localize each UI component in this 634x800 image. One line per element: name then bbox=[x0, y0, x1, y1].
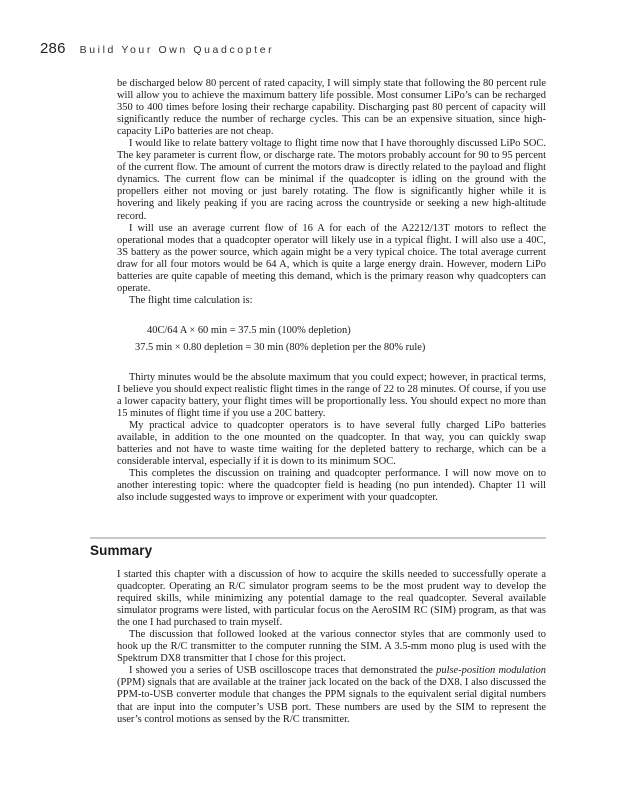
formula-80-percent-depletion: 37.5 min × 0.80 depletion = 30 min (80% depletion per the 80% rule) bbox=[135, 341, 426, 353]
paragraph: My practical advice to quadcopter operators is to have several fully charged LiPo batteries available, in addition to the one mounted on the quadcopter. In that way, you can quickly swap batteries and not have to waste time waiting for the depleted battery to recharge, which can be a considerable interval, especially if it is down to its minimum SOC. bbox=[117, 420, 546, 468]
section-heading-summary: Summary bbox=[90, 543, 153, 558]
italic-term: pulse-position modulation bbox=[436, 665, 546, 677]
paragraph: I will use an average current flow of 16 A for each of the A2212/13T motors to reflect the operational modes that a quadcopter operator will likely use in a typical flight. I will also use a 40C, 3S battery as the power source, which again might be a very typical choice. The total average current draw for all four motors would be 64 A, which is quite a large energy drain. However, modern LiPo batteries are quite capable of meeting this demand, which is the primary reason why quadcopters can operate. bbox=[117, 222, 546, 294]
paragraph: Thirty minutes would be the absolute maximum that you could expect; however, in practical terms, I believe you should expect realistic flight times in the range of 22 to 28 minutes. Of course, if you use a lower capacity battery, your flight times will be proportionally less. You should expect no more than 15 minutes of flight time if you use a 20C battery. bbox=[117, 371, 546, 420]
paragraph: The flight time calculation is: bbox=[129, 294, 253, 306]
paragraph bbox=[117, 665, 546, 725]
running-header bbox=[40, 40, 274, 60]
main-body-text bbox=[117, 78, 546, 504]
page-number: 286 bbox=[40, 40, 66, 57]
paragraph-text: (PPM) signals that are available at the trainer jack located on the back of the DX8. I also discussed the PPM-to-USB converter module that changes the PPM signals to the equivalent serial digital numbers that are input into the computer’s USB port. These numbers are used by the SIM to represent the user’s control motions as sensed by the R/C transmitter. bbox=[117, 677, 546, 725]
paragraph: The discussion that followed looked at the various connector styles that are commonly used to hook up the R/C transmitter to the computer running the SIM. A 3.5-mm mono plug is used with the Spektrum DX8 transmitter that I chose for this project. bbox=[117, 629, 546, 665]
summary-body-text bbox=[117, 569, 546, 726]
paragraph: be discharged below 80 percent of rated capacity, I will simply state that following the 80 percent rule will allow you to achieve the maximum battery life possible. Most consumer LiPo’s can be recharged 350 to 400 times before losing their recharge capability. Discharging past 80 percent of capacity will significantly reduce the number of recharge cycles. This can be an expensive situation, since high-capacity LiPo batteries are not cheap. bbox=[117, 78, 546, 138]
section-divider bbox=[90, 537, 546, 539]
flight-time-formulas bbox=[117, 322, 546, 356]
paragraph: I would like to relate battery voltage to flight time now that I have thoroughly discussed LiPo SOC. The key parameter is current flow, or discharge rate. The motors probably account for 90 to 95 percent of the current flow. The amount of current the motors draw is directly related to the payload and flight dynamics. The current flow can be minimal if the quadcopter is idling on the ground with the propellers either not moving or just barely rotating. The flow is significantly higher while it is hovering and likely peaking if you are racing across the countryside or seeking a new high-altitude record. bbox=[117, 138, 546, 222]
paragraph: I started this chapter with a discussion of how to acquire the skills needed to successfully operate a quadcopter. Operating an R/C simulator program seems to be the most prudent way to develop the required skills, while minimizing any potential damage to the real quadcopter. Several available simulator programs were listed, with particular focus on the AeroSIM RC (SIM) program, as that was the one I had purchased to train myself. bbox=[117, 569, 546, 629]
paragraph: This completes the discussion on training and quadcopter performance. I will now move on to another interesting topic: where the quadcopter field is heading (no pun intended). Chapter 11 will also include suggested ways to improve or experiment with your quadcopter. bbox=[117, 468, 546, 504]
formula-full-depletion: 40C/64 A × 60 min = 37.5 min (100% depletion) bbox=[147, 324, 351, 336]
paragraph-text: I showed you a series of USB oscilloscope traces that demonstrated the bbox=[129, 665, 437, 677]
book-title: Build Your Own Quadcopter bbox=[79, 44, 275, 56]
